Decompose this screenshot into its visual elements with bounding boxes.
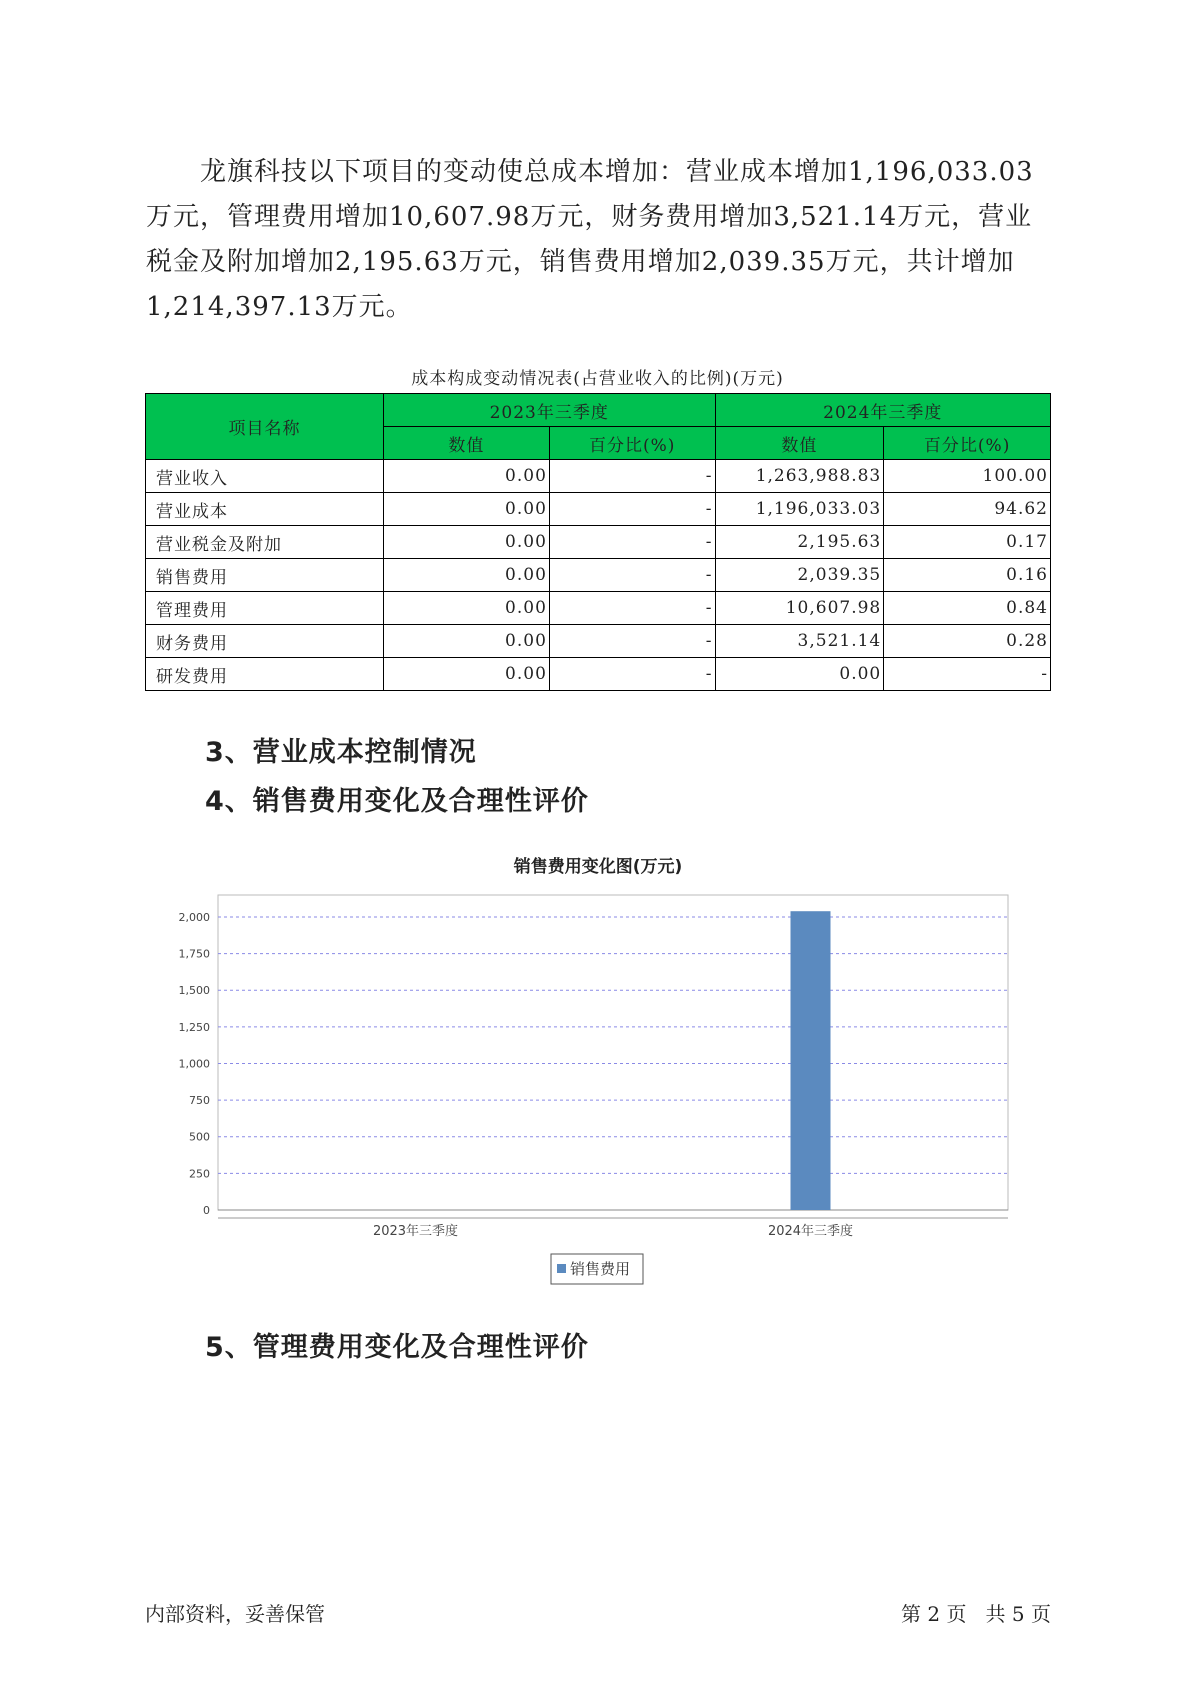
row-value-2023: 0.00 <box>383 658 549 691</box>
row-pct-2024: 0.28 <box>884 625 1051 658</box>
cost-structure-table <box>145 393 1051 691</box>
row-pct-2024: 0.16 <box>884 559 1051 592</box>
y-tick-label: 500 <box>189 1130 210 1144</box>
row-pct-2023: - <box>549 493 715 526</box>
row-name: 财务费用 <box>146 625 384 658</box>
heading-sales-expense: 4、销售费用变化及合理性评价 <box>205 786 589 817</box>
row-pct-2023: - <box>549 592 715 625</box>
y-tick-label: 2,000 <box>178 910 210 924</box>
header-period-2024: 2024年三季度 <box>715 394 1050 427</box>
header-period-2023: 2023年三季度 <box>383 394 715 427</box>
row-pct-2023: - <box>549 625 715 658</box>
y-tick-label: 1,250 <box>178 1020 210 1034</box>
sales-expense-bar-chart <box>145 880 1051 1300</box>
header-value-2023: 数值 <box>383 427 549 460</box>
footer-page-number: 第 2 页 共 5 页 <box>901 1602 1051 1626</box>
row-pct-2023: - <box>549 658 715 691</box>
row-pct-2023: - <box>549 460 715 493</box>
row-value-2024: 0.00 <box>715 658 884 691</box>
row-name: 营业成本 <box>146 493 384 526</box>
row-value-2023: 0.00 <box>383 559 549 592</box>
header-pct-2024: 百分比(%) <box>884 427 1051 460</box>
header-value-2024: 数值 <box>715 427 884 460</box>
table-row <box>146 559 1051 592</box>
row-pct-2024: 94.62 <box>884 493 1051 526</box>
x-tick-label: 2023年三季度 <box>372 1224 459 1239</box>
row-pct-2024: 100.00 <box>884 460 1051 493</box>
header-pct-2023: 百分比(%) <box>549 427 715 460</box>
heading-admin-expense: 5、管理费用变化及合理性评价 <box>205 1332 589 1363</box>
table-row <box>146 658 1051 691</box>
row-value-2024: 3,521.14 <box>715 625 884 658</box>
bar-2 <box>791 911 831 1210</box>
row-value-2024: 2,195.63 <box>715 526 884 559</box>
row-value-2023: 0.00 <box>383 625 549 658</box>
chart-title: 销售费用变化图(万元) <box>513 857 683 877</box>
y-tick-label: 1,750 <box>178 947 210 961</box>
y-tick-label: 750 <box>189 1094 210 1108</box>
row-value-2024: 1,196,033.03 <box>715 493 884 526</box>
heading-cost-control: 3、营业成本控制情况 <box>205 737 477 768</box>
row-name: 营业税金及附加 <box>146 526 384 559</box>
row-value-2024: 2,039.35 <box>715 559 884 592</box>
footer-confidential: 内部资料，妥善保管 <box>145 1602 325 1626</box>
row-value-2024: 10,607.98 <box>715 592 884 625</box>
row-value-2023: 0.00 <box>383 493 549 526</box>
chart-legend <box>551 1254 643 1284</box>
row-name: 销售费用 <box>146 559 384 592</box>
row-pct-2024: 0.84 <box>884 592 1051 625</box>
row-name: 研发费用 <box>146 658 384 691</box>
y-tick-label: 250 <box>189 1167 210 1181</box>
y-tick-label: 1,500 <box>178 984 210 998</box>
row-name: 营业收入 <box>146 460 384 493</box>
table-row <box>146 493 1051 526</box>
header-item-name: 项目名称 <box>146 394 384 460</box>
x-tick-label: 2024年三季度 <box>767 1224 854 1239</box>
table-caption: 成本构成变动情况表(占营业收入的比例)(万元) <box>411 369 784 389</box>
row-value-2023: 0.00 <box>383 592 549 625</box>
row-name: 管理费用 <box>146 592 384 625</box>
row-pct-2023: - <box>549 526 715 559</box>
table-row <box>146 625 1051 658</box>
table-row <box>146 526 1051 559</box>
plot-area <box>218 895 1008 1210</box>
y-tick-label: 1,000 <box>178 1057 210 1071</box>
row-pct-2023: - <box>549 559 715 592</box>
row-value-2024: 1,263,988.83 <box>715 460 884 493</box>
row-pct-2024: - <box>884 658 1051 691</box>
summary-paragraph: 龙旗科技以下项目的变动使总成本增加：营业成本增加1,196,033.03万元，管理费用增加10,607.98万元，财务费用增加3,521.14万元，营业税金及附加增加2,195.63万元，销售费用增加2,039.35万元，共计增加1,214,397.13万元。 <box>146 157 1034 322</box>
row-value-2023: 0.00 <box>383 460 549 493</box>
table-row <box>146 592 1051 625</box>
legend-swatch <box>557 1264 566 1273</box>
row-value-2023: 0.00 <box>383 526 549 559</box>
table-row <box>146 460 1051 493</box>
legend-label: 销售费用 <box>570 1260 631 1278</box>
row-pct-2024: 0.17 <box>884 526 1051 559</box>
y-tick-label: 0 <box>203 1204 210 1217</box>
